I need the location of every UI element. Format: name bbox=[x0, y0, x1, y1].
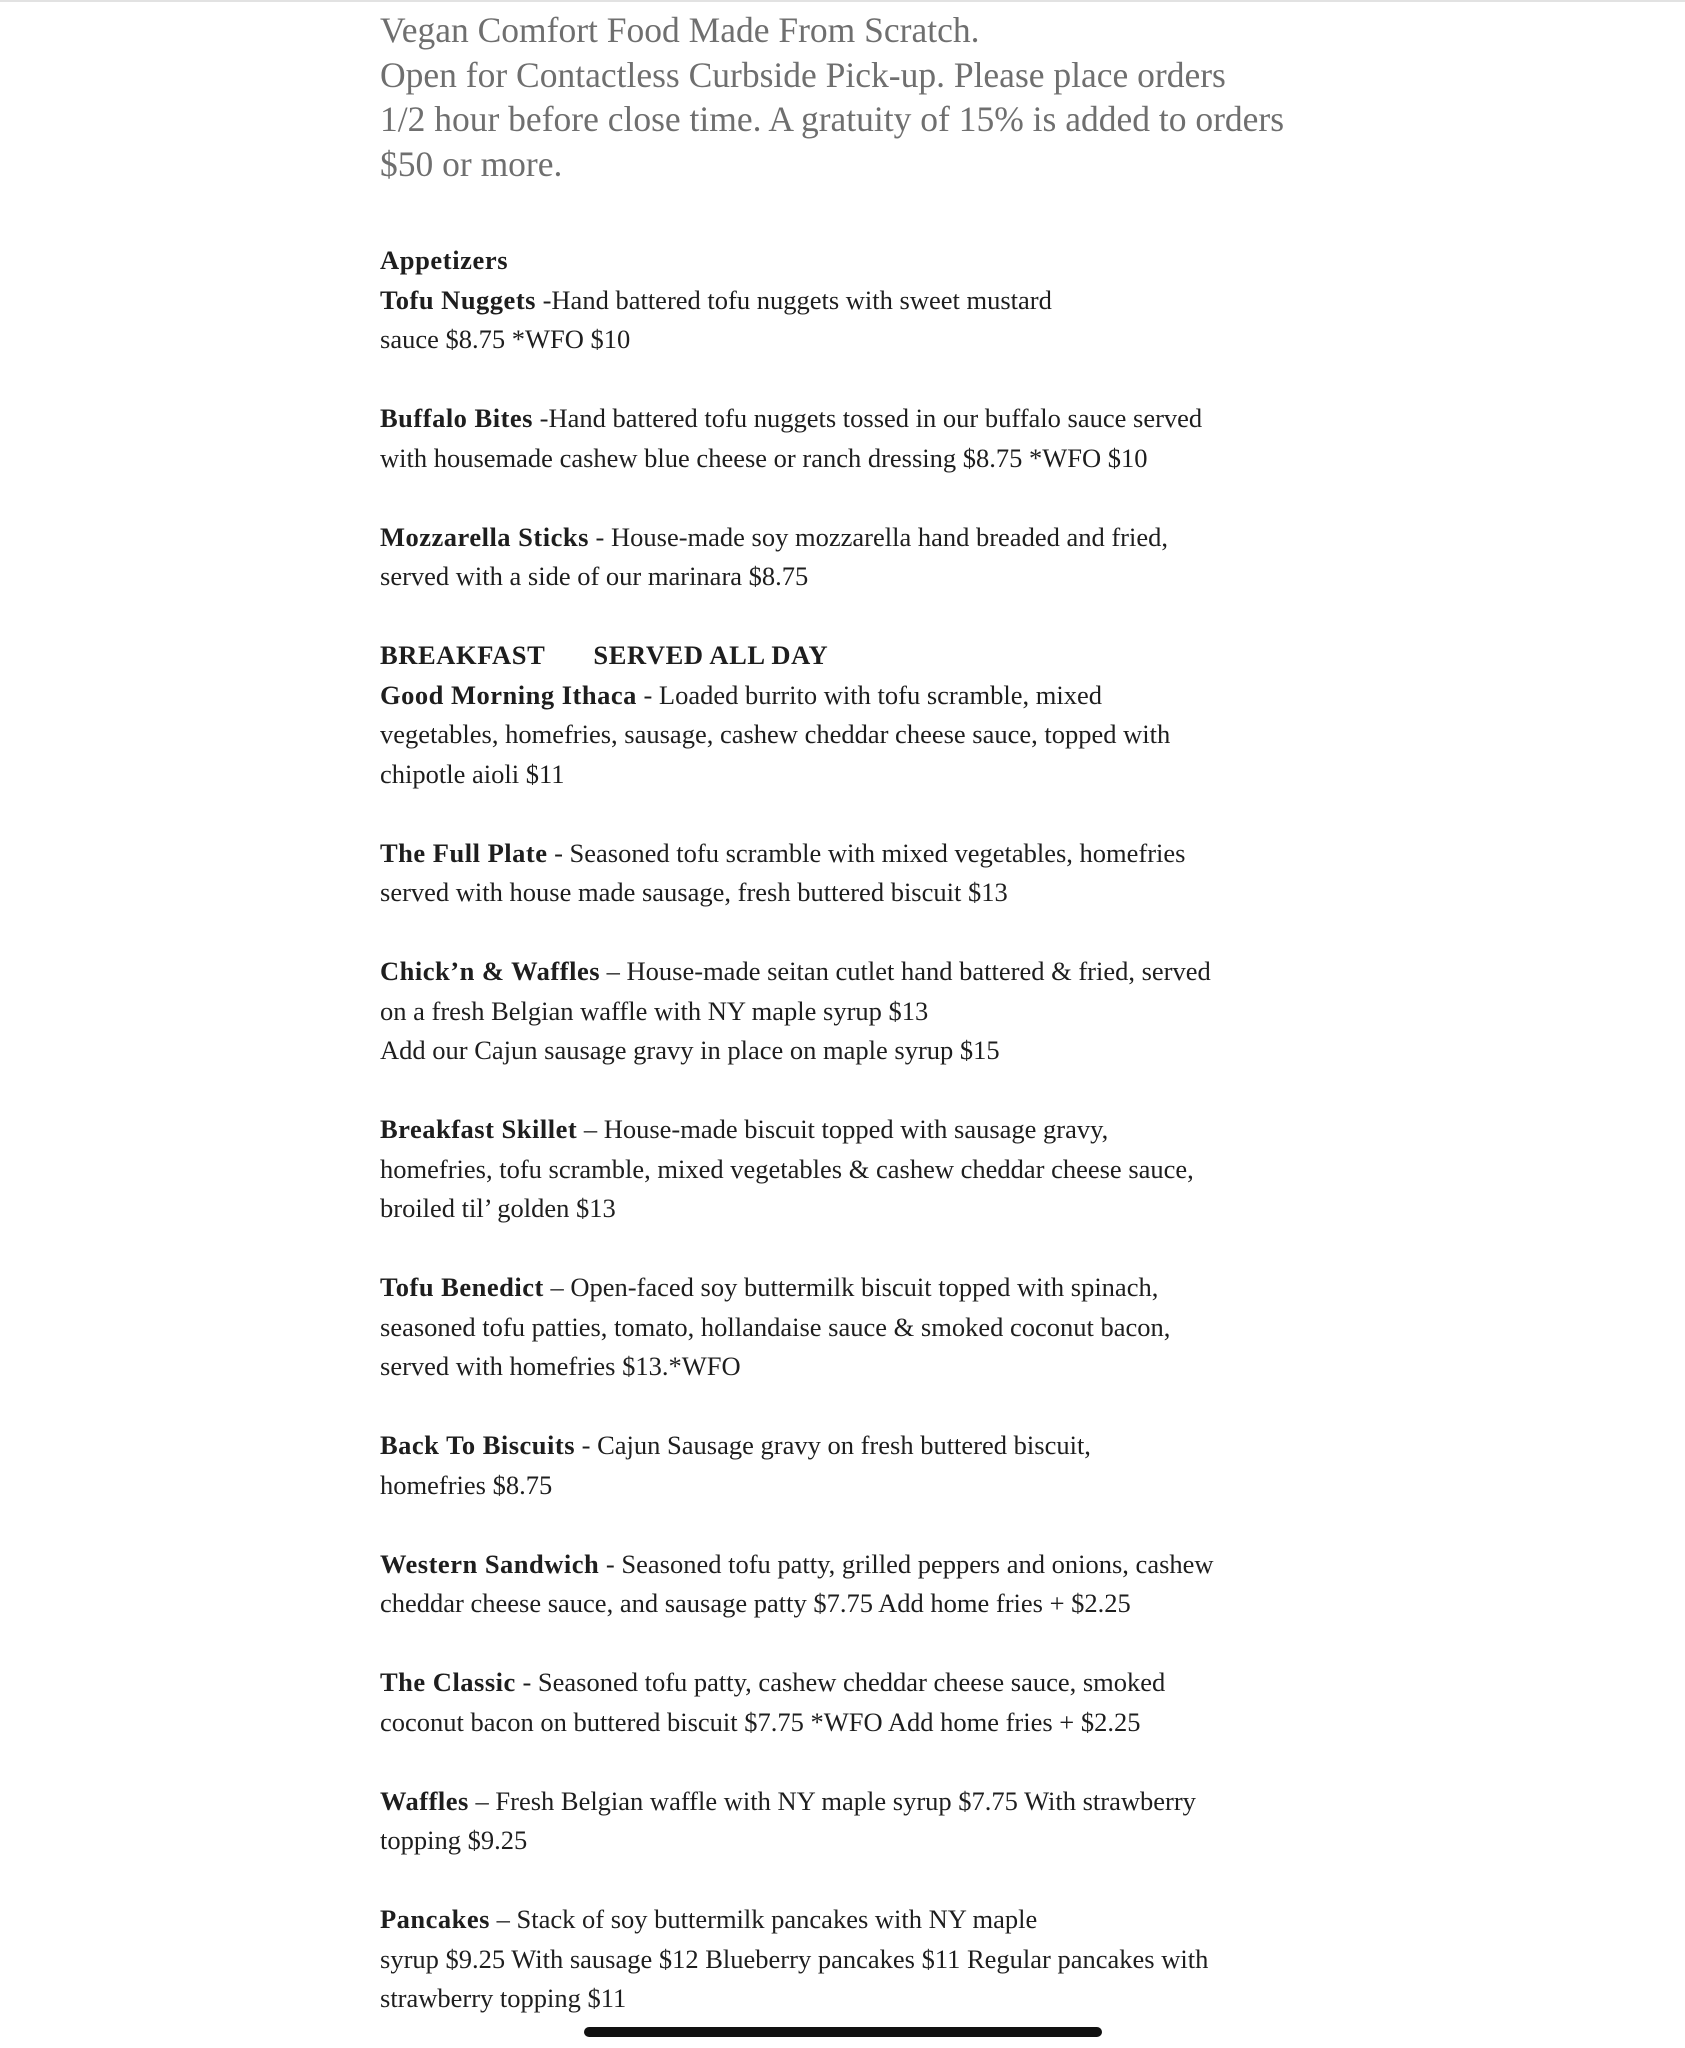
intro-line: 1/2 hour before close time. A gratuity of 15% is added to orders bbox=[380, 99, 1285, 139]
appetizers-section bbox=[380, 241, 1310, 597]
menu-item bbox=[380, 952, 1310, 1071]
menu-item-name: Breakfast Skillet bbox=[380, 1114, 578, 1144]
menu-item bbox=[380, 1545, 1310, 1624]
menu-item-description-line: broiled til’ golden $13 bbox=[380, 1193, 616, 1223]
breakfast-title: BREAKFAST bbox=[380, 640, 546, 670]
menu-item-first-line bbox=[380, 1110, 1310, 1150]
breakfast-list bbox=[380, 676, 1310, 2019]
menu-item-description-line: syrup $9.25 With sausage $12 Blueberry pancakes $11 Regular pancakes with bbox=[380, 1943, 1209, 1974]
menu-item-first-line bbox=[380, 952, 1310, 992]
breakfast-section bbox=[380, 636, 1310, 2019]
menu-item bbox=[380, 281, 1310, 360]
intro-line: $50 or more. bbox=[380, 143, 563, 184]
menu-item-description-line: cheddar cheese sauce, and sausage patty $7.75 Add home fries + $2.25 bbox=[380, 1588, 1131, 1618]
menu-item-first-line bbox=[380, 676, 1310, 716]
menu-item-description: - Seasoned tofu scramble with mixed vegetables, homefries bbox=[547, 837, 1186, 868]
menu-item-description: - Seasoned tofu patty, cashew cheddar cheese sauce, smoked bbox=[515, 1667, 1166, 1697]
menu-item-first-line bbox=[380, 281, 1310, 321]
breakfast-heading bbox=[380, 636, 1310, 676]
intro-text bbox=[380, 8, 1310, 186]
menu-content bbox=[380, 8, 1310, 2019]
menu-item-description-line: vegetables, homefries, sausage, cashew cheddar cheese sauce, topped with bbox=[380, 719, 1171, 749]
menu-item-first-line bbox=[380, 834, 1310, 874]
menu-item-name: Buffalo Bites bbox=[380, 403, 533, 433]
menu-item bbox=[380, 834, 1310, 913]
menu-item bbox=[380, 518, 1310, 597]
menu-item-name: Back To Biscuits bbox=[380, 1430, 576, 1460]
menu-item-description-line: on a fresh Belgian waffle with NY maple syrup $13 bbox=[380, 995, 929, 1026]
appetizers-heading: Appetizers bbox=[380, 245, 509, 275]
menu-item-description: – Stack of soy buttermilk pancakes with NY maple bbox=[490, 1904, 1038, 1934]
menu-item bbox=[380, 1900, 1310, 2019]
intro-line: Vegan Comfort Food Made From Scratch. bbox=[380, 10, 980, 50]
menu-item-description-line: served with a side of our marinara $8.75 bbox=[380, 561, 809, 591]
intro-line: Open for Contactless Curbside Pick-up. Please place orders bbox=[380, 54, 1226, 95]
menu-item-first-line bbox=[380, 1900, 1310, 1940]
menu-item-description-line: homefries, tofu scramble, mixed vegetables & cashew cheddar cheese sauce, bbox=[380, 1153, 1194, 1184]
menu-item-description-line: with housemade cashew blue cheese or ranch dressing $8.75 *WFO $10 bbox=[380, 442, 1148, 473]
menu-item bbox=[380, 676, 1310, 795]
menu-item bbox=[380, 1782, 1310, 1861]
menu bbox=[380, 241, 1310, 2019]
menu-item-description-line: seasoned tofu patties, tomato, hollandaise sauce & smoked coconut bacon, bbox=[380, 1311, 1171, 1342]
menu-item-description-line: Add our Cajun sausage gravy in place on maple syrup $15 bbox=[380, 1035, 1000, 1065]
menu-item-description: - House-made soy mozzarella hand breaded and fried, bbox=[588, 521, 1168, 552]
menu-item-description: - Cajun Sausage gravy on fresh buttered biscuit, bbox=[575, 1430, 1091, 1460]
menu-item-description-line: topping $9.25 bbox=[380, 1825, 528, 1855]
menu-item-description-line: strawberry topping $11 bbox=[380, 1983, 627, 2013]
menu-item-description-line: served with homefries $13.*WFO bbox=[380, 1351, 741, 1381]
menu-item-first-line bbox=[380, 518, 1310, 558]
menu-item-name: Western Sandwich bbox=[380, 1548, 600, 1579]
menu-item-first-line bbox=[380, 1545, 1310, 1585]
menu-item-name: Good Morning Ithaca bbox=[380, 679, 637, 710]
menu-item-description: - Seasoned tofu patty, grilled peppers and onions, cashew bbox=[599, 1548, 1214, 1579]
menu-item-description-line: chipotle aioli $11 bbox=[380, 758, 565, 789]
menu-item-first-line bbox=[380, 1426, 1310, 1466]
menu-item-description: – House-made seitan cutlet hand battered & fried, served bbox=[600, 956, 1211, 986]
breakfast-subtitle: SERVED ALL DAY bbox=[593, 640, 829, 670]
menu-item-name: Pancakes bbox=[380, 1904, 490, 1934]
menu-item-description: - Loaded burrito with tofu scramble, mixed bbox=[636, 679, 1102, 710]
menu-item-name: Chick’n & Waffles bbox=[380, 956, 601, 986]
menu-item-first-line bbox=[380, 1663, 1310, 1703]
menu-item bbox=[380, 1663, 1310, 1742]
menu-item-first-line bbox=[380, 1268, 1310, 1308]
menu-item-description: -Hand battered tofu nuggets tossed in our buffalo sauce served bbox=[533, 403, 1203, 433]
menu-item-name: Tofu Nuggets bbox=[380, 284, 536, 315]
menu-item-description-line: homefries $8.75 bbox=[380, 1469, 553, 1500]
menu-item-name: The Classic bbox=[380, 1667, 516, 1697]
menu-item-name: Tofu Benedict bbox=[380, 1272, 544, 1302]
menu-item-description: – Fresh Belgian waffle with NY maple syrup $7.75 With strawberry bbox=[468, 1785, 1196, 1816]
menu-item-description: – House-made biscuit topped with sausage gravy, bbox=[577, 1114, 1109, 1144]
appetizer-list bbox=[380, 281, 1310, 597]
menu-item-first-line bbox=[380, 1782, 1310, 1822]
menu-item bbox=[380, 1110, 1310, 1229]
top-divider bbox=[0, 0, 1685, 2]
menu-item-description-line: served with house made sausage, fresh buttered biscuit $13 bbox=[380, 877, 1008, 907]
menu-item-name: Mozzarella Sticks bbox=[380, 521, 589, 552]
menu-item-description: – Open-faced soy buttermilk biscuit topped with spinach, bbox=[543, 1272, 1159, 1302]
menu-item-name: The Full Plate bbox=[380, 837, 548, 868]
menu-item bbox=[380, 1426, 1310, 1505]
menu-item bbox=[380, 399, 1310, 478]
menu-item-description-line: coconut bacon on buttered biscuit $7.75 *WFO Add home fries + $2.25 bbox=[380, 1706, 1141, 1737]
menu-item-first-line bbox=[380, 399, 1310, 439]
menu-item-description-line: sauce $8.75 *WFO $10 bbox=[380, 324, 631, 354]
menu-item-description: -Hand battered tofu nuggets with sweet mustard bbox=[535, 284, 1052, 315]
menu-item-name: Waffles bbox=[380, 1785, 469, 1816]
home-indicator[interactable] bbox=[584, 2027, 1102, 2037]
menu-item bbox=[380, 1268, 1310, 1387]
